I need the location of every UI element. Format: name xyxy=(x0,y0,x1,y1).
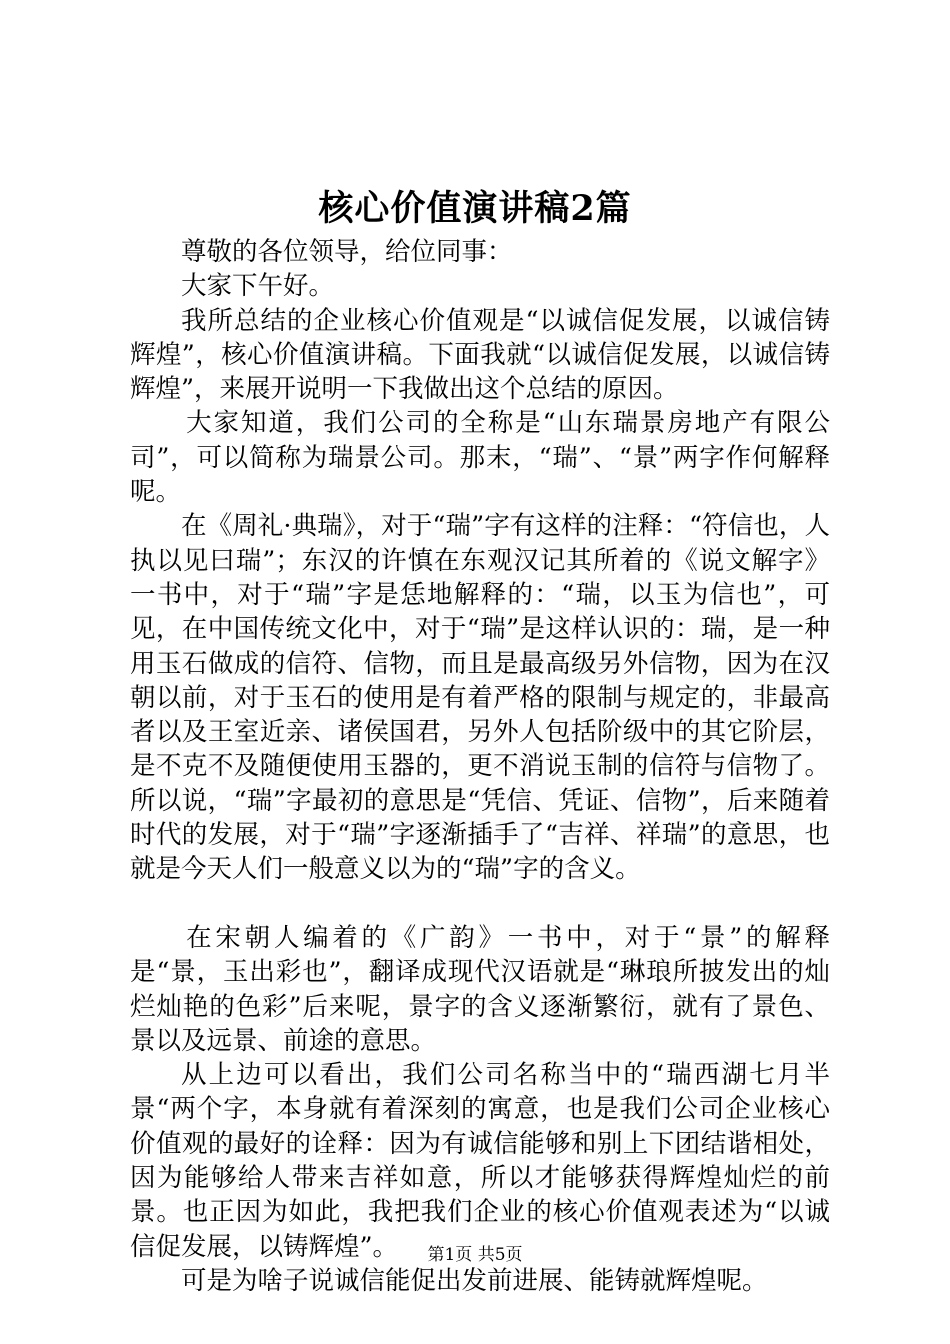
paragraph-company-name: 大家知道，我们公司的全称是“山东瑞景房地产有限公司”，可以简称为瑞景公司。那末，“瑞”、“景”两字作何解释呢。 xyxy=(130,408,830,508)
paragraph-greeting: 大家下午好。 xyxy=(181,271,335,302)
paragraph-jing-meaning: 在宋朝人编着的《广韵》一书中，对于“景”的解释是“景，玉出彩也”，翻译成现代汉语就是“琳琅所披发出的灿烂灿艳的色彩”后来呢，景字的含义逐渐繁衍，就有了景色、景以及远景、前途的意思。 xyxy=(130,922,830,1056)
page-footer: 第1页 共5页 xyxy=(427,1245,523,1265)
document-body xyxy=(130,235,830,1298)
paragraph-salutation: 尊敬的各位领导，给位同事： xyxy=(181,237,513,267)
paragraph-question: 可是为啥子说诚信能促出发前进展、能铸就辉煌呢。 xyxy=(181,1265,768,1296)
paragraph-conclusion: 从上边可以看出，我们公司名称当中的“瑞西湖七月半景“两个字，本身就有着深刻的寓意，也是我们公司企业核心价值观的最好的诠释：因为有诚信能够和别上下团结谐相处，因为能够给人带来吉祥如意，所以才能够获得辉煌灿烂的前景。也正因为如此，我把我们企业的核心价值观表述为“以诚信促发展，以铸辉煌”。 xyxy=(130,1060,830,1262)
paragraph-spacer xyxy=(130,887,830,921)
paragraph-rui-meaning: 在《周礼·典瑞》，对于“瑞”字有这样的注释：“符信也，人执以见曰瑞”；东汉的许慎在东观汉记其所着的《说文解字》一书中，对于“瑞”字是恁地解释的：“瑞，以玉为信也”，可见，在中国传统文化中，对于“瑞”是这样认识的：瑞，是一种用玉石做成的信符、信物，而且是最高级另外信物，因为在汉朝以前，对于玉石的使用是有着严格的限制与规定的，非最高者以及王室近亲、诸侯国君，另外人包括阶级中的其它阶层，是不克不及随便使用玉器的，更不消说玉制的信符与信物了。所以说，“瑞”字最初的意思是“凭信、凭证、信物”，后来随着时代的发展，对于“瑞”字逐渐插手了“吉祥、祥瑞”的意思，也就是今天人们一般意义以为的“瑞”字的含义。 xyxy=(130,511,830,885)
document-title: 核心价值演讲稿2篇 xyxy=(318,188,632,229)
paragraph-core-values: 我所总结的企业核心价值观是“以诚信促发展，以诚信铸辉煌”，核心价值演讲稿。下面我就“以诚信促发展，以诚信铸辉煌”，来展开说明一下我做出这个总结的原因。 xyxy=(130,305,830,405)
